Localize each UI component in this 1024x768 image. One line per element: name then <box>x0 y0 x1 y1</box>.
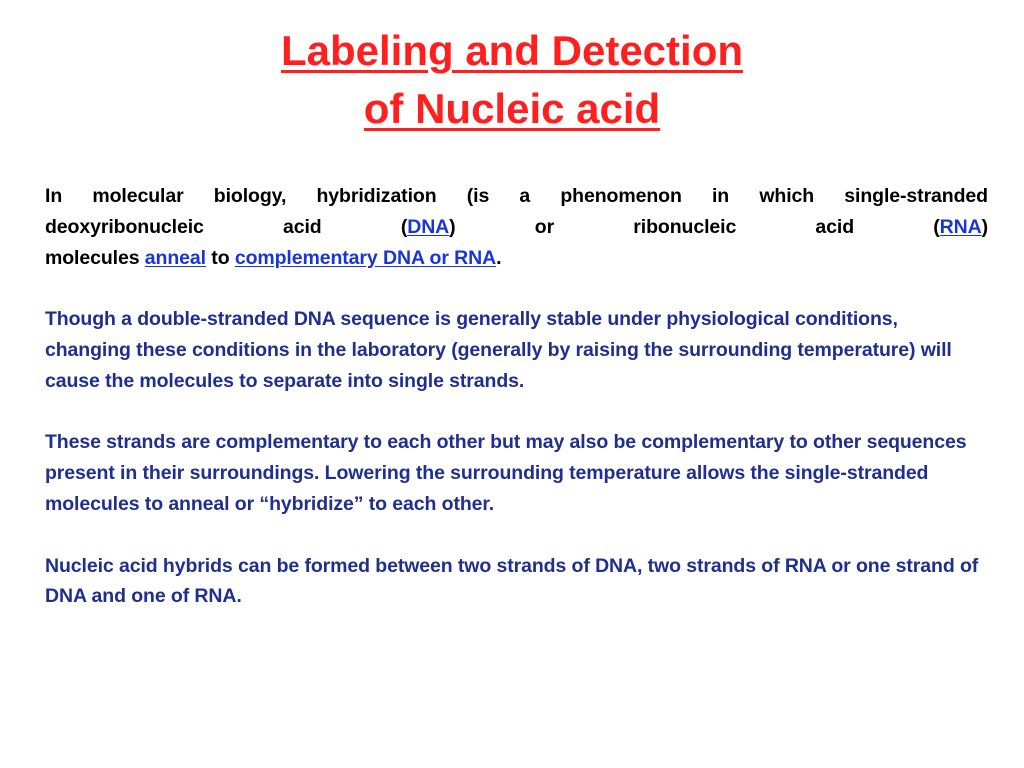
complementary-dna-or-rna-link[interactable]: complementary DNA or RNA <box>234 246 497 269</box>
anneal-link[interactable]: anneal <box>144 246 206 269</box>
rna-link[interactable]: RNA <box>939 215 982 238</box>
slide-title <box>0 22 1024 138</box>
paragraph-1-text: ) <box>981 215 988 238</box>
slide-body <box>45 181 988 643</box>
paragraph-1-text: ) or ribonucleic acid ( <box>449 215 940 238</box>
paragraph-hybridization-definition <box>45 181 988 273</box>
paragraph-double-stranded-stability: Though a double-stranded DNA sequence is generally stable under physiological conditions, changing these conditions in the laboratory (generally by raising the surrounding temperature) will cause the molecules to separate into single strands. <box>45 308 952 392</box>
paragraph-1-line-1: In molecular biology, hybridization (is a phenomenon in which single-stranded <box>45 185 988 207</box>
paragraph-complementary-strands: These strands are complementary to each other but may also be complementary to other sequences present in their surroundings. Lowering the surrounding temperature allows the single-stranded molecules to anneal or “hybridize” to each other. <box>45 431 967 515</box>
paragraph-nucleic-acid-hybrids: Nucleic acid hybrids can be formed between two strands of DNA, two strands of RNA or one strand of DNA and one of RNA. <box>45 554 979 608</box>
title-line-2: of Nucleic acid <box>363 85 661 132</box>
dna-link[interactable]: DNA <box>407 215 450 238</box>
paragraph-1-text: deoxyribonucleic acid ( <box>45 215 408 238</box>
paragraph-1-line-2 <box>45 212 988 243</box>
title-line-1: Labeling and Detection <box>280 27 744 74</box>
paragraph-1-text: molecules <box>45 246 145 269</box>
paragraph-1-line-3 <box>45 243 988 274</box>
paragraph-1-text: . <box>496 246 502 269</box>
paragraph-1-text: to <box>205 246 235 269</box>
